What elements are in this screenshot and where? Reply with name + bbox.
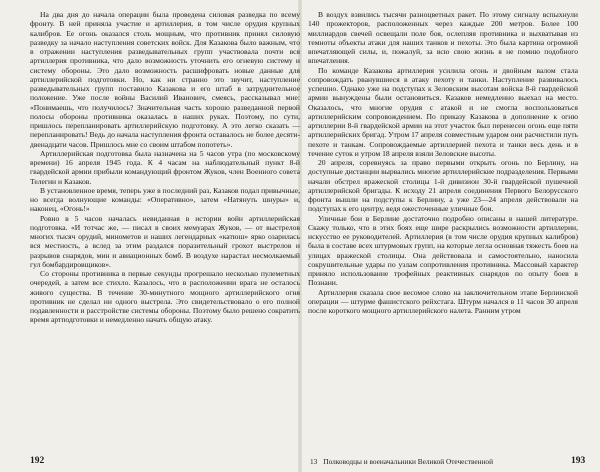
right-paragraph-1: В воздух взвились тысячи разноцветных ракет. По этому сигналу вспыхнули 140 прожекторов, расположенных через каждые 200 метров. Более 100 миллиардов свечей освещали поле боя, ослепляя противника и выхватывая из темноты объекты атаки для наших танков и пехоты. Это была картина огромной впечатляющей силы, и, пожалуй, за всю свою жизнь я не помню подобного впечатления. xyxy=(308,10,578,66)
running-footer-title: Полководцы и военачальники Великой Отечественной xyxy=(323,457,493,466)
left-paragraph-5: Со стороны противника в первые секунды прогрешало несколько пулеметных очередей, а затем все стихло. Казалось, что в расположении врага не осталось живого существа. В течение 30-минутного мощного артиллерийского огня противник не сделал ни одного выстрела. Это свидетельствовало о его полной подавленности и расстройстве системы обороны. Поэтому было решено сократить время артподготовки и немедленно начать общую атаку. xyxy=(30,269,300,325)
right-page xyxy=(308,10,578,450)
right-paragraph-3: 20 апреля, соревнуясь за право первыми открыть огонь по Берлину, на доступные дистанции вырвались многие артиллерийские подразделения. Первыми начали обстрел вражеской столицы 1-й дивизион 30-й гвардейской пушечной артиллерийской бригады. К исходу 21 апреля соединения Первого Белорусского фронта вышли на подступы к Берлину, а уже 23—24 апреля действовали на подступах к его центру, ведя ожесточенные уличные бои. xyxy=(308,158,578,214)
right-paragraph-4: Уличные бои в Берлине достаточно подробно описаны в нашей литературе. Скажу только, что в этих боях еще шире раскрылись возможности артиллерии, искусство ее руководителей. Артиллерия (в том числе орудия крупных калибров) была в составе всех штурмовых групп, на которые легла основная тяжесть боев на улицах вражеской столицы. Она действовала и самостоятельно, наносила сокрушительные удары по узлам сопротивления противника. Массовый характер приняло использование трофейных реактивных снарядов по опыту боев в Познани. xyxy=(308,213,578,288)
left-paragraph-4: Ровно в 5 часов началась невиданная в истории войн артиллерийская подготовка. «И тотчас же, — писал в своих мемуарах Жуков, — от выстрелов многих тысяч орудий, минометов и наших легендарных «катюш» ярко озарилась вся местность, а вслед за этим раздался поразительный грохот выстрелов и разрывов снарядов, мин и авиационных бомб. В воздухе нарастал несмолкаемый гул бомбардировщиков». xyxy=(30,213,300,269)
left-page xyxy=(30,10,300,450)
running-footer xyxy=(310,457,493,466)
left-page-number: 192 xyxy=(30,456,45,466)
right-paragraph-5: Артиллерия сказала свое весомое слово на заключительном этапе Берлинской операции — штурме фашистского рейхстага. Штурм начался в 11 часов 30 апреля после короткого мощного артиллерийского налета. Ранним утром xyxy=(308,287,578,315)
left-paragraph-1: На два дня до начала операции была проведена силовая разведка по всему фронту. В ней приняла участие и артиллерия, в том числе орудия крупных калибров. Ее огонь оказался столь мощным, что противник принял силовую разведку за начало наступления советских войск. Для Казакова было важным, что в отражении наступления разведывательных групп участвовала почти вся артиллерия противника, что дало возможность уточнить его огневую систему и систему обороны. Это дало возможность расшифровать новые данные для артиллерийской подготовки. Но, как ни странно это звучит, наступление разведывательных групп поставило Казакова и его штаб в затруднительное положение. Уже после войны Василий Иванович, смеясь, рассказывал мне: «Понимаешь, что получилось? Значительная часть хорошо разведанной первой полосы обороны противника оказалась в наших руках. Поэтому, по сути, пришлось перепланировать артиллерийскую подготовку. А это легко сказать — перепланировать! Ведь до начала наступления фронта оставалось не более десяти-двенадцати часов. Пришлось мне со своим штабом попотеть». xyxy=(30,10,300,149)
left-paragraph-3: В установленное время, теперь уже в последний раз, Казаков подал привычные, но всегда волнующие команды: «Оперативно», затем «Натянуть шнуры» и, наконец, «Огонь!» xyxy=(30,185,300,214)
signature-number: 13 xyxy=(310,457,318,466)
right-paragraph-2: По команде Казакова артиллерия усилила огонь и двойным валом стала сопровождать рванувшиеся в атаку пехоту и танки. Наступление развивалось успешно. Однако уже на подступах к Зеловским высотам войска 8-й гвардейской армии вынуждены были остановиться. Казаков немедленно выехал на место. Оказалось, что многие орудия с атакой и не смогла воспользоваться артиллерийским сопровождением. По приказу Казакова в дополнение к огню артиллерии 8-й гвардейской армии на этот участок был перенесен огонь еще пяти артиллерийских бригад. Утром 17 апреля совместным ударом они расчистили путь пехоте и танкам. Сопровождаемые артиллерией пехота и танки весь день и в течение суток и утром 18 апреля взяли Зеловские высоты. xyxy=(308,65,578,158)
right-page-number: 193 xyxy=(571,456,586,466)
left-paragraph-2: Артиллерийская подготовка была назначена на 5 часов утра (по московскому времени) 16 апреля 1945 года. К 4 часам на наблюдательный пункт 8-й гвардейской армии прибыли командующий фронтом Жуков, член Военного совета Телегин и Казаков. xyxy=(30,148,300,186)
